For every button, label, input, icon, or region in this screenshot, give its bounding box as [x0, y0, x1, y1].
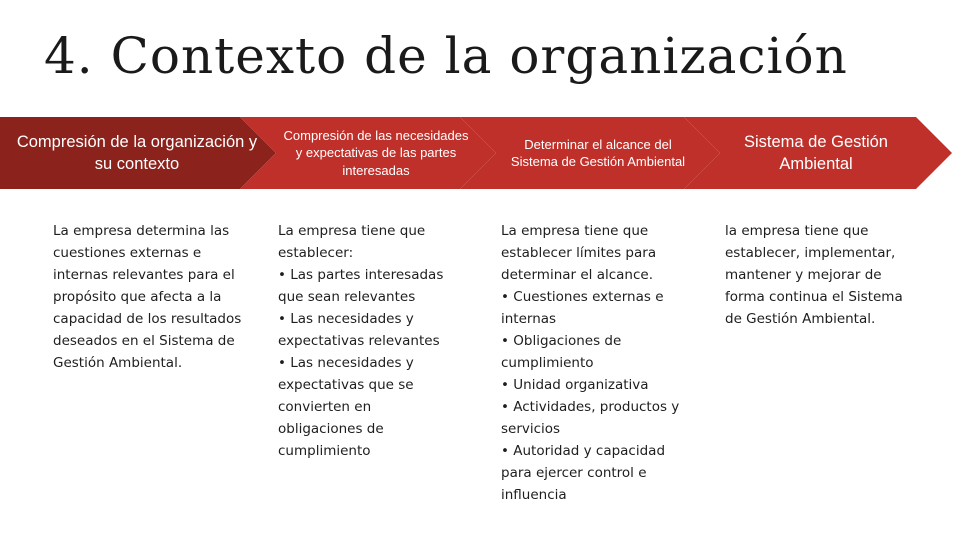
step-4-text: Sistema de Gestión Ambiental — [744, 133, 888, 173]
list-item: • Las necesidades y expectativas que se convierten en obligaciones de cumplimiento — [278, 352, 456, 462]
list-item: • Actividades, productos y servicios — [501, 396, 683, 440]
list-item: • Unidad organizativa — [501, 374, 683, 396]
step-1-text: Compresión de la organización y su contexto — [16, 133, 258, 173]
list-item: • Las necesidades y expectativas relevantes — [278, 308, 456, 352]
column-4-text: la empresa tiene que establecer, implementar, mantener y mejorar de forma continua el Sistema de Gestión Ambiental. — [725, 223, 903, 327]
list-item: • Las partes interesadas que sean relevantes — [278, 264, 456, 308]
column-1-text: La empresa determina las cuestiones externas e internas relevantes para el propósito que afecta a la capacidad de los resultados deseados en el Sistema de Gestión Ambiental. — [53, 223, 242, 371]
list-item: • Cuestiones externas e internas — [501, 286, 683, 330]
step-2-text: Compresión de las necesidades y expectativas de las partes interesadas — [283, 127, 469, 178]
description-column-2 — [278, 220, 456, 462]
column-3-bullet-list — [501, 286, 683, 506]
step-label-2 — [280, 117, 472, 189]
description-column-3 — [501, 220, 683, 506]
page-title: 4. Contexto de la organización — [44, 27, 848, 85]
step-label-4 — [720, 117, 912, 189]
step-label-3 — [500, 117, 696, 189]
column-2-bullet-list — [278, 264, 456, 462]
list-item: • Obligaciones de cumplimiento — [501, 330, 683, 374]
list-item: • Autoridad y capacidad para ejercer control e influencia — [501, 440, 683, 506]
step-label-1 — [6, 117, 268, 189]
step-3-text: Determinar el alcance del Sistema de Gestión Ambiental — [510, 136, 686, 169]
column-2-intro: La empresa tiene que establecer: — [278, 223, 426, 261]
description-column-4 — [725, 220, 915, 330]
description-column-1 — [53, 220, 245, 374]
column-3-intro: La empresa tiene que establecer límites para determinar el alcance. — [501, 223, 657, 283]
